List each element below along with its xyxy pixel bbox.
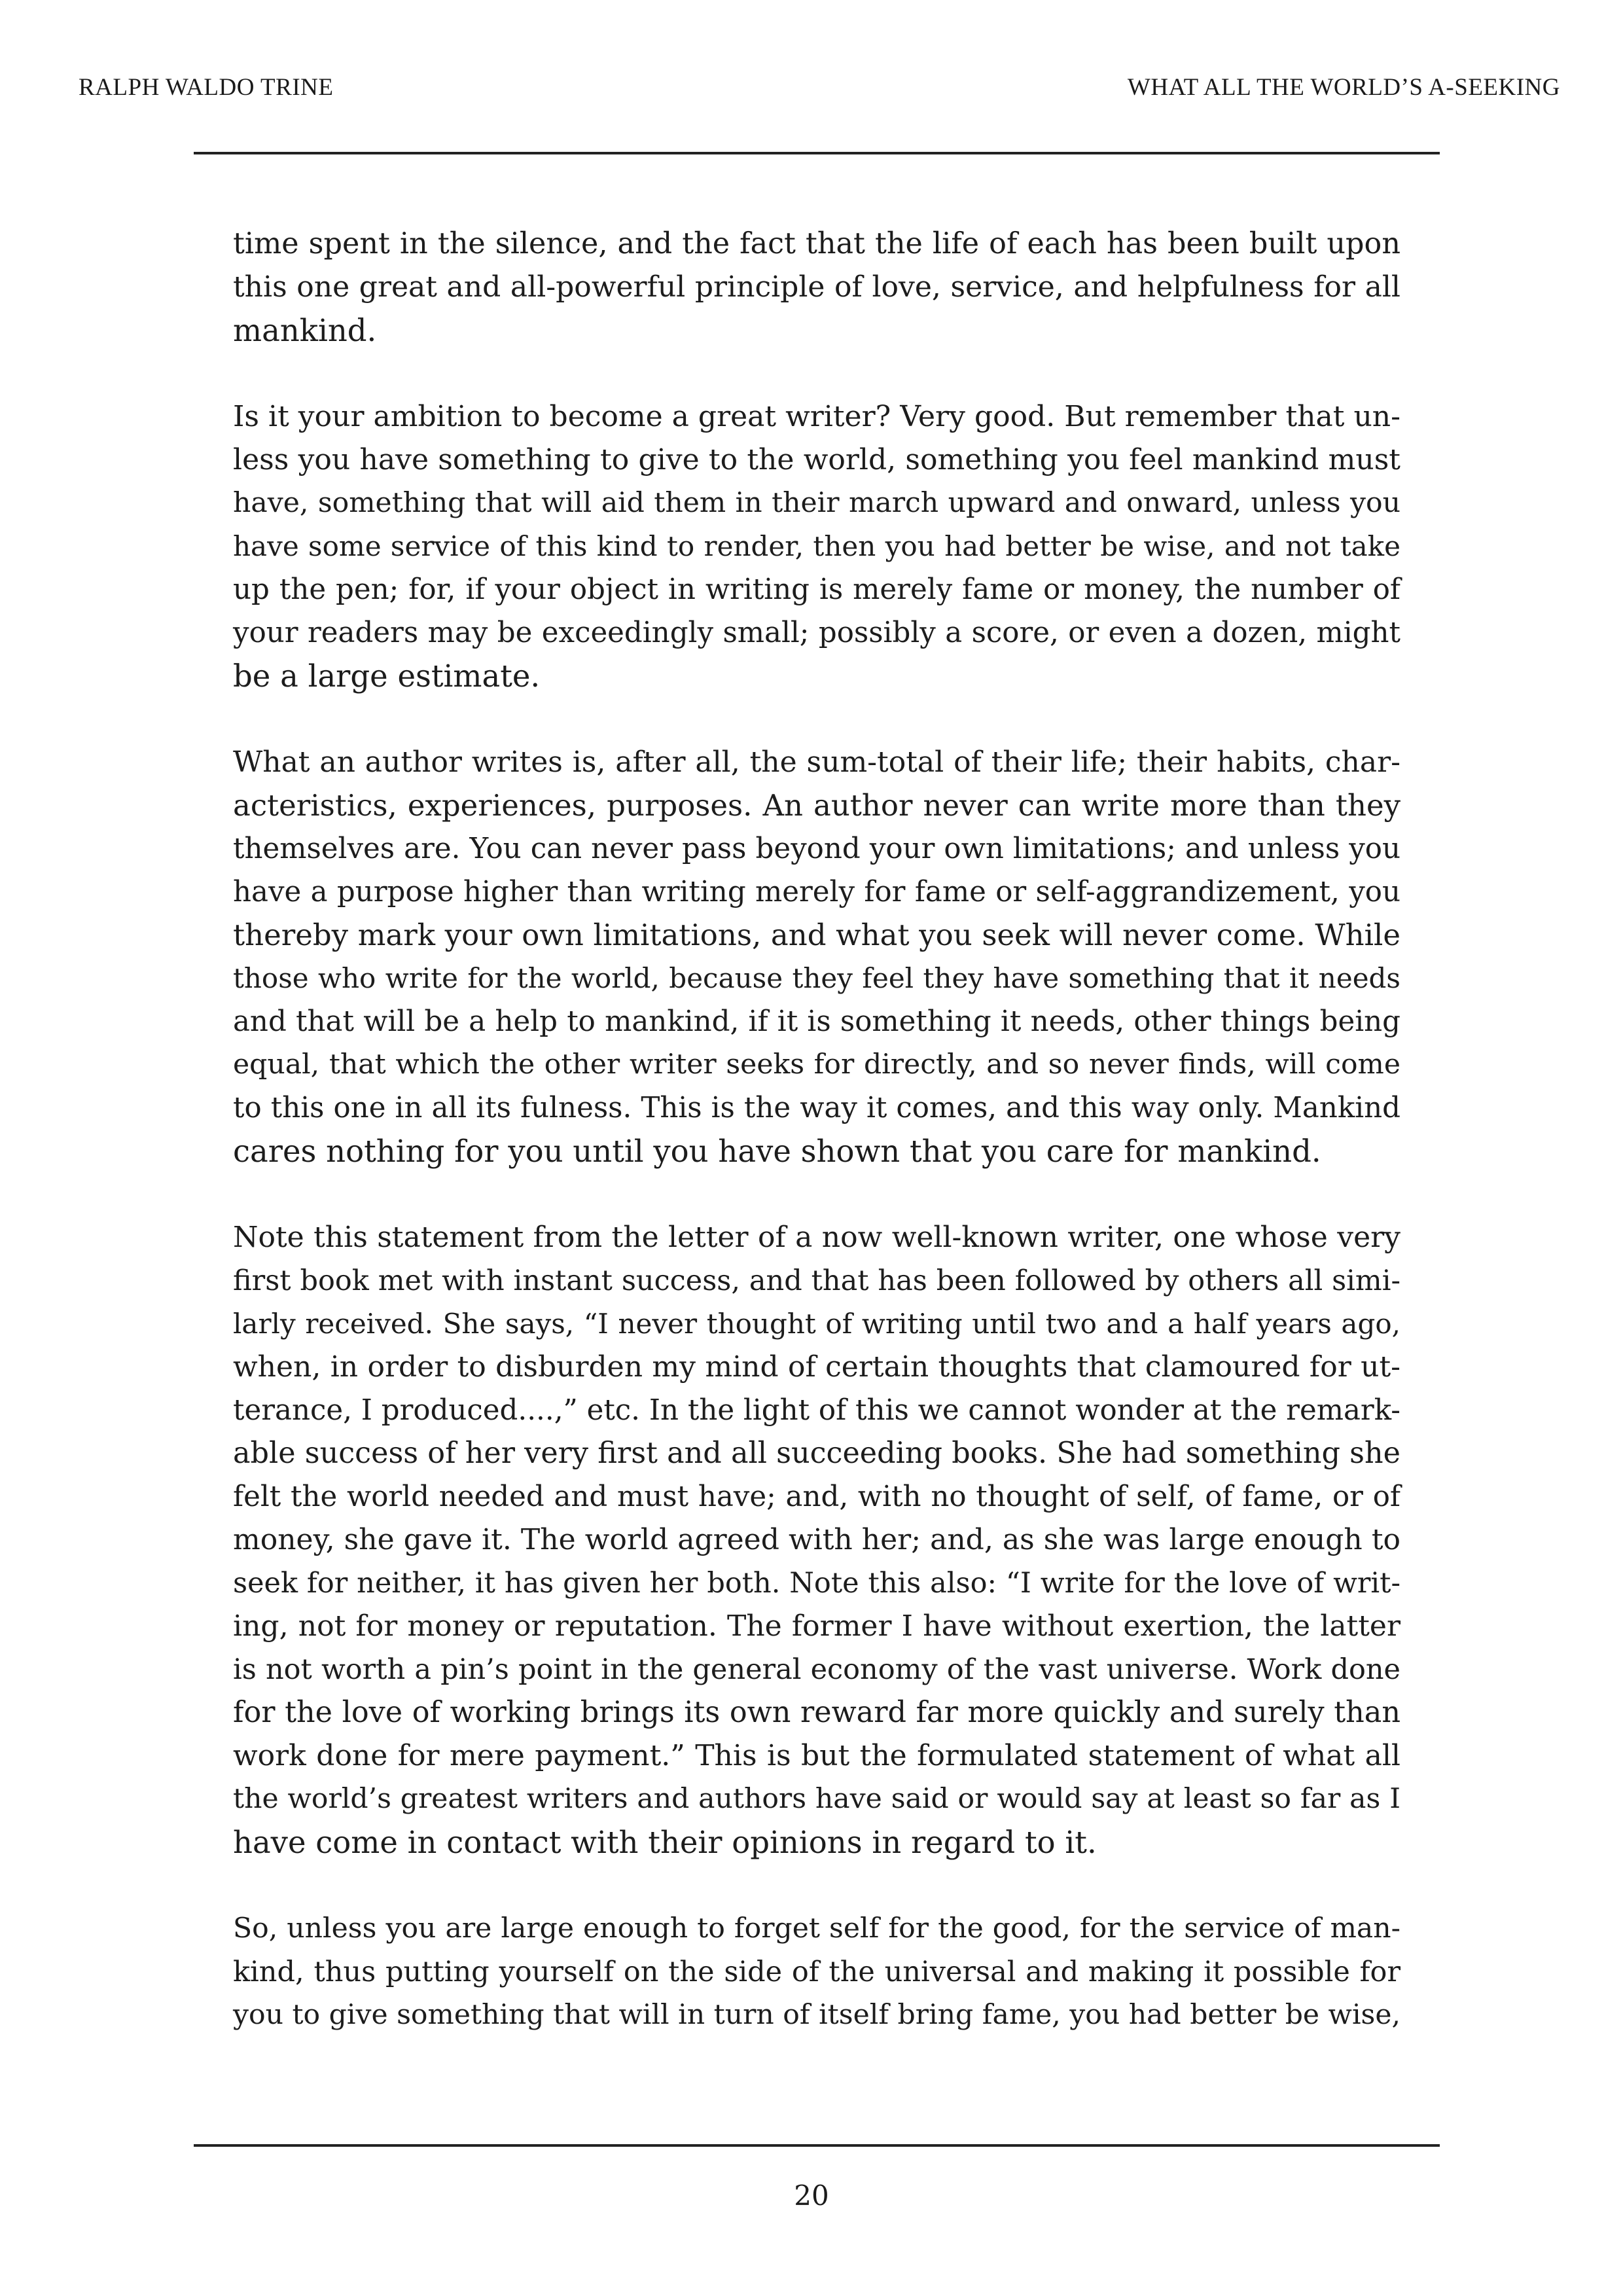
text-line: kind, thus putting yourself on the side of the universal and making it possible for xyxy=(233,1956,1400,1988)
paragraph xyxy=(233,395,1400,698)
text-line: acteristics, experiences, purposes. An author never can write more than they xyxy=(233,788,1400,823)
footer-rule xyxy=(194,2144,1440,2147)
text-line: is not worth a pin’s point in the general economy of the vast universe. Work done xyxy=(233,1653,1400,1686)
text-line: the world’s greatest writers and authors have said or would say at least so far as I xyxy=(233,1783,1400,1815)
paragraph xyxy=(233,223,1400,352)
text-line: able success of her very first and all succeeding books. She had something she xyxy=(233,1437,1400,1470)
text-line: and that will be a help to mankind, if it is something it needs, other things being xyxy=(233,1005,1400,1038)
text-line: those who write for the world, because they feel they have something that it needs xyxy=(233,962,1400,994)
text-line: to this one in all its fulness. This is the way it comes, and this way only. Mankind xyxy=(233,1092,1400,1124)
text-line: be a large estimate. xyxy=(233,658,541,694)
text-line: cares nothing for you until you have shown that you care for mankind. xyxy=(233,1134,1321,1169)
text-line: first book met with instant success, and that has been followed by others all simi- xyxy=(233,1265,1400,1297)
header-rule xyxy=(194,152,1440,154)
text-line: this one great and all-powerful principle of love, service, and helpfulness for all xyxy=(233,270,1400,304)
text-line: seek for neither, it has given her both. Note this also: “I write for the love of writ- xyxy=(233,1567,1400,1600)
text-line: Note this statement from the letter of a now well-known writer, one whose very xyxy=(233,1221,1400,1254)
text-line: have a purpose higher than writing merely for fame or self-aggrandizement, you xyxy=(233,876,1400,908)
page-number: 20 xyxy=(794,2179,829,2212)
text-line: when, in order to disburden my mind of certain thoughts that clamoured for ut- xyxy=(233,1350,1400,1384)
text-line: money, she gave it. The world agreed with her; and, as she was large enough to xyxy=(233,1523,1400,1556)
text-line: mankind. xyxy=(233,313,377,348)
paragraph xyxy=(233,741,1400,1173)
text-line: larly received. She says, “I never thought of writing until two and a half years ago, xyxy=(233,1308,1400,1340)
running-head-title: WHAT ALL THE WORLD’S A-SEEKING xyxy=(1127,74,1560,101)
text-line: felt the world needed and must have; and, with no thought of self, of fame, or of xyxy=(233,1480,1400,1513)
text-line: have come in contact with their opinions in regard to it. xyxy=(233,1825,1097,1860)
text-line: time spent in the silence, and the fact that the life of each has been built upon xyxy=(233,227,1400,260)
running-head-author: RALPH WALDO TRINE xyxy=(79,74,334,101)
paragraph xyxy=(233,1907,1400,2037)
text-line: What an author writes is, after all, the sum-total of their life; their habits, char- xyxy=(233,745,1400,779)
text-line: less you have something to give to the world, something you feel mankind must xyxy=(233,443,1400,476)
text-line: have some service of this kind to render, then you had better be wise, and not take xyxy=(233,530,1400,562)
text-line: equal, that which the other writer seeks for directly, and so never finds, will come xyxy=(233,1049,1400,1081)
text-line: So, unless you are large enough to forget self for the good, for the service of man- xyxy=(233,1912,1400,1945)
text-line: for the love of working brings its own reward far more quickly and surely than xyxy=(233,1696,1400,1729)
text-line: themselves are. You can never pass beyond your own limitations; and unless you xyxy=(233,833,1400,865)
text-line: thereby mark your own limitations, and what you seek will never come. While xyxy=(233,918,1400,952)
text-line: work done for mere payment.” This is but the formulated statement of what all xyxy=(233,1739,1400,1772)
text-line: ing, not for money or reputation. The former I have without exertion, the latter xyxy=(233,1609,1400,1643)
paragraph xyxy=(233,1216,1400,1864)
text-line: your readers may be exceedingly small; possibly a score, or even a dozen, might xyxy=(233,617,1400,649)
text-line: Is it your ambition to become a great writer? Very good. But remember that un- xyxy=(233,400,1400,433)
text-line: up the pen; for, if your object in writing is merely fame or money, the number of xyxy=(233,573,1400,606)
body-text xyxy=(233,223,1400,2037)
text-line: have, something that will aid them in their march upward and onward, unless you xyxy=(233,487,1400,519)
text-line: terance, I produced....,” etc. In the light of this we cannot wonder at the remark- xyxy=(233,1394,1400,1427)
text-line: you to give something that will in turn of itself bring fame, you had better be wise, xyxy=(233,1999,1401,2031)
